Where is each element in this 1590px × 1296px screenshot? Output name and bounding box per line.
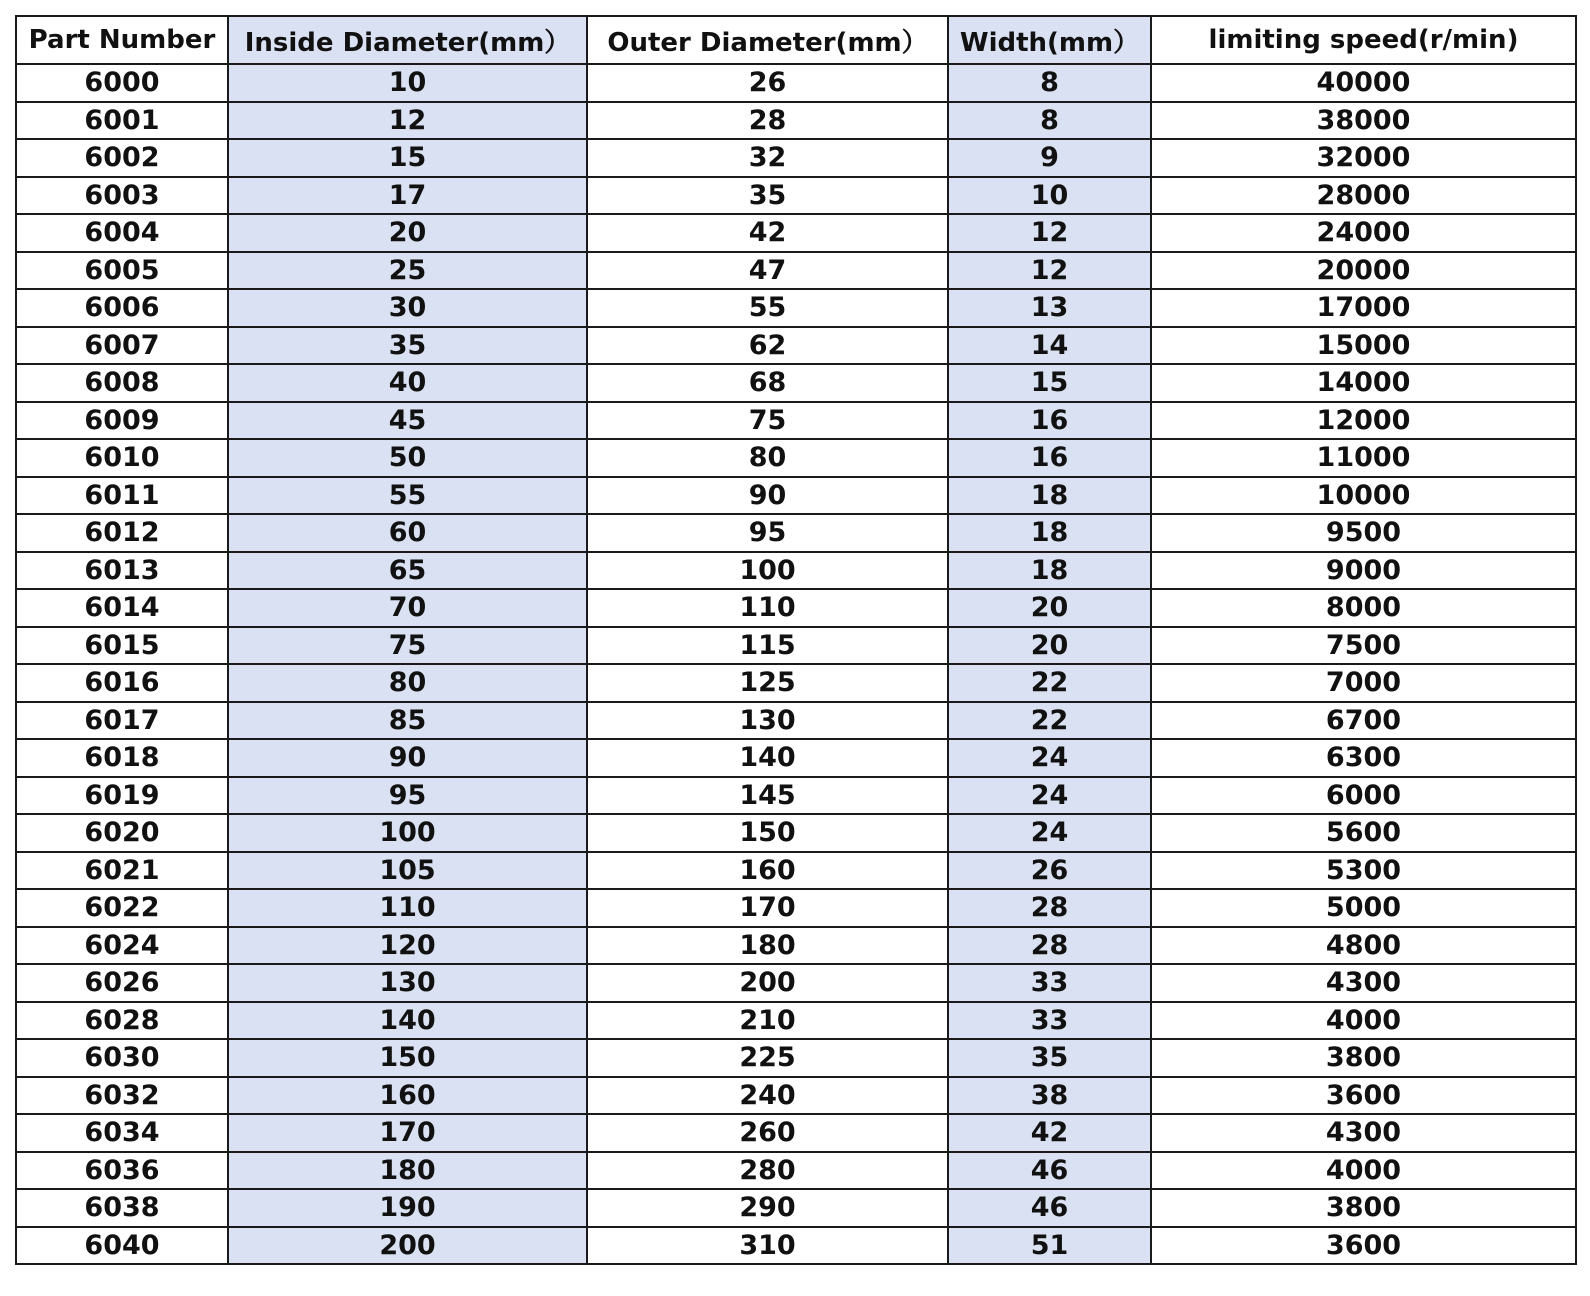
header-row (16, 16, 1576, 64)
cell-limiting-speed: 3600 (1151, 1227, 1576, 1265)
cell-inside-diameter: 190 (228, 1189, 587, 1227)
cell-part-number: 6014 (16, 589, 228, 627)
cell-width: 22 (948, 664, 1151, 702)
cell-part-number: 6022 (16, 889, 228, 927)
cell-part-number: 6026 (16, 964, 228, 1002)
cell-inside-diameter: 120 (228, 927, 587, 965)
cell-inside-diameter: 15 (228, 139, 587, 177)
cell-limiting-speed: 24000 (1151, 214, 1576, 252)
cell-part-number: 6020 (16, 814, 228, 852)
cell-inside-diameter: 85 (228, 702, 587, 740)
cell-inside-diameter: 10 (228, 64, 587, 102)
header-inside-diameter: Inside Diameter(mm） (228, 16, 587, 64)
cell-part-number: 6012 (16, 514, 228, 552)
cell-outer-diameter: 75 (587, 402, 948, 440)
cell-part-number: 6000 (16, 64, 228, 102)
cell-outer-diameter: 130 (587, 702, 948, 740)
bearing-spec-table (15, 15, 1577, 1265)
cell-inside-diameter: 40 (228, 364, 587, 402)
cell-width: 51 (948, 1227, 1151, 1265)
cell-inside-diameter: 170 (228, 1114, 587, 1152)
cell-limiting-speed: 9000 (1151, 552, 1576, 590)
cell-limiting-speed: 4000 (1151, 1152, 1576, 1190)
cell-part-number: 6013 (16, 552, 228, 590)
cell-width: 18 (948, 477, 1151, 515)
table-row (16, 214, 1576, 252)
cell-outer-diameter: 42 (587, 214, 948, 252)
cell-width: 20 (948, 627, 1151, 665)
cell-width: 28 (948, 927, 1151, 965)
cell-outer-diameter: 110 (587, 589, 948, 627)
cell-inside-diameter: 30 (228, 289, 587, 327)
cell-outer-diameter: 240 (587, 1077, 948, 1115)
cell-part-number: 6005 (16, 252, 228, 290)
header-width: Width(mm） (948, 16, 1151, 64)
cell-inside-diameter: 105 (228, 852, 587, 890)
cell-width: 35 (948, 1039, 1151, 1077)
cell-outer-diameter: 62 (587, 327, 948, 365)
table-body (16, 64, 1576, 1264)
cell-inside-diameter: 180 (228, 1152, 587, 1190)
cell-outer-diameter: 125 (587, 664, 948, 702)
cell-part-number: 6002 (16, 139, 228, 177)
table-row (16, 402, 1576, 440)
cell-limiting-speed: 15000 (1151, 327, 1576, 365)
cell-part-number: 6004 (16, 214, 228, 252)
cell-outer-diameter: 90 (587, 477, 948, 515)
cell-limiting-speed: 32000 (1151, 139, 1576, 177)
table-row (16, 552, 1576, 590)
table-row (16, 439, 1576, 477)
cell-inside-diameter: 65 (228, 552, 587, 590)
cell-width: 22 (948, 702, 1151, 740)
cell-width: 24 (948, 739, 1151, 777)
cell-inside-diameter: 12 (228, 102, 587, 140)
cell-width: 14 (948, 327, 1151, 365)
cell-inside-diameter: 160 (228, 1077, 587, 1115)
header-part-number: Part Number (16, 16, 228, 64)
cell-limiting-speed: 10000 (1151, 477, 1576, 515)
cell-inside-diameter: 60 (228, 514, 587, 552)
table-row (16, 364, 1576, 402)
cell-outer-diameter: 47 (587, 252, 948, 290)
cell-width: 42 (948, 1114, 1151, 1152)
cell-width: 8 (948, 102, 1151, 140)
table-row (16, 739, 1576, 777)
cell-inside-diameter: 130 (228, 964, 587, 1002)
table-row (16, 1189, 1576, 1227)
table-row (16, 514, 1576, 552)
cell-limiting-speed: 7000 (1151, 664, 1576, 702)
cell-inside-diameter: 90 (228, 739, 587, 777)
cell-limiting-speed: 17000 (1151, 289, 1576, 327)
cell-part-number: 6036 (16, 1152, 228, 1190)
cell-outer-diameter: 35 (587, 177, 948, 215)
table-row (16, 177, 1576, 215)
cell-outer-diameter: 140 (587, 739, 948, 777)
cell-width: 9 (948, 139, 1151, 177)
cell-outer-diameter: 95 (587, 514, 948, 552)
cell-width: 13 (948, 289, 1151, 327)
cell-limiting-speed: 5600 (1151, 814, 1576, 852)
cell-inside-diameter: 140 (228, 1002, 587, 1040)
cell-limiting-speed: 11000 (1151, 439, 1576, 477)
cell-part-number: 6018 (16, 739, 228, 777)
cell-limiting-speed: 7500 (1151, 627, 1576, 665)
cell-part-number: 6040 (16, 1227, 228, 1265)
table-row (16, 139, 1576, 177)
table-row (16, 1114, 1576, 1152)
table-row (16, 702, 1576, 740)
table-row (16, 814, 1576, 852)
cell-width: 38 (948, 1077, 1151, 1115)
cell-limiting-speed: 6700 (1151, 702, 1576, 740)
table-row (16, 1002, 1576, 1040)
table-row (16, 1039, 1576, 1077)
cell-width: 46 (948, 1189, 1151, 1227)
header-outer-diameter: Outer Diameter(mm） (587, 16, 948, 64)
cell-limiting-speed: 4300 (1151, 964, 1576, 1002)
cell-outer-diameter: 225 (587, 1039, 948, 1077)
cell-part-number: 6011 (16, 477, 228, 515)
cell-inside-diameter: 200 (228, 1227, 587, 1265)
cell-width: 20 (948, 589, 1151, 627)
table-row (16, 964, 1576, 1002)
cell-inside-diameter: 20 (228, 214, 587, 252)
cell-width: 12 (948, 214, 1151, 252)
cell-limiting-speed: 40000 (1151, 64, 1576, 102)
table-row (16, 889, 1576, 927)
cell-width: 46 (948, 1152, 1151, 1190)
cell-width: 12 (948, 252, 1151, 290)
cell-outer-diameter: 55 (587, 289, 948, 327)
table-row (16, 252, 1576, 290)
cell-limiting-speed: 38000 (1151, 102, 1576, 140)
cell-part-number: 6003 (16, 177, 228, 215)
cell-outer-diameter: 210 (587, 1002, 948, 1040)
cell-inside-diameter: 95 (228, 777, 587, 815)
cell-width: 18 (948, 514, 1151, 552)
cell-width: 33 (948, 1002, 1151, 1040)
cell-outer-diameter: 200 (587, 964, 948, 1002)
cell-part-number: 6030 (16, 1039, 228, 1077)
cell-width: 24 (948, 814, 1151, 852)
cell-part-number: 6028 (16, 1002, 228, 1040)
table-row (16, 852, 1576, 890)
cell-outer-diameter: 160 (587, 852, 948, 890)
cell-part-number: 6001 (16, 102, 228, 140)
cell-outer-diameter: 310 (587, 1227, 948, 1265)
cell-width: 8 (948, 64, 1151, 102)
cell-part-number: 6017 (16, 702, 228, 740)
cell-limiting-speed: 5000 (1151, 889, 1576, 927)
cell-limiting-speed: 6000 (1151, 777, 1576, 815)
cell-part-number: 6032 (16, 1077, 228, 1115)
table-row (16, 327, 1576, 365)
cell-inside-diameter: 100 (228, 814, 587, 852)
cell-limiting-speed: 8000 (1151, 589, 1576, 627)
cell-limiting-speed: 12000 (1151, 402, 1576, 440)
cell-outer-diameter: 180 (587, 927, 948, 965)
table-row (16, 477, 1576, 515)
cell-inside-diameter: 110 (228, 889, 587, 927)
cell-outer-diameter: 115 (587, 627, 948, 665)
cell-outer-diameter: 290 (587, 1189, 948, 1227)
cell-part-number: 6016 (16, 664, 228, 702)
cell-limiting-speed: 4800 (1151, 927, 1576, 965)
table-row (16, 289, 1576, 327)
cell-inside-diameter: 25 (228, 252, 587, 290)
cell-limiting-speed: 4000 (1151, 1002, 1576, 1040)
cell-part-number: 6008 (16, 364, 228, 402)
cell-inside-diameter: 35 (228, 327, 587, 365)
cell-limiting-speed: 4300 (1151, 1114, 1576, 1152)
cell-inside-diameter: 45 (228, 402, 587, 440)
cell-width: 28 (948, 889, 1151, 927)
cell-width: 16 (948, 439, 1151, 477)
cell-width: 26 (948, 852, 1151, 890)
cell-inside-diameter: 150 (228, 1039, 587, 1077)
header-limiting-speed: limiting speed(r/min) (1151, 16, 1576, 64)
cell-outer-diameter: 145 (587, 777, 948, 815)
table-row (16, 64, 1576, 102)
cell-limiting-speed: 3600 (1151, 1077, 1576, 1115)
cell-width: 33 (948, 964, 1151, 1002)
cell-part-number: 6015 (16, 627, 228, 665)
cell-part-number: 6019 (16, 777, 228, 815)
cell-inside-diameter: 75 (228, 627, 587, 665)
table-row (16, 1077, 1576, 1115)
cell-width: 24 (948, 777, 1151, 815)
cell-inside-diameter: 70 (228, 589, 587, 627)
cell-width: 16 (948, 402, 1151, 440)
table-row (16, 1152, 1576, 1190)
table-row (16, 927, 1576, 965)
cell-part-number: 6034 (16, 1114, 228, 1152)
cell-outer-diameter: 28 (587, 102, 948, 140)
cell-limiting-speed: 9500 (1151, 514, 1576, 552)
cell-part-number: 6010 (16, 439, 228, 477)
cell-limiting-speed: 6300 (1151, 739, 1576, 777)
cell-outer-diameter: 68 (587, 364, 948, 402)
cell-inside-diameter: 55 (228, 477, 587, 515)
cell-outer-diameter: 100 (587, 552, 948, 590)
cell-outer-diameter: 260 (587, 1114, 948, 1152)
cell-outer-diameter: 150 (587, 814, 948, 852)
cell-limiting-speed: 28000 (1151, 177, 1576, 215)
cell-inside-diameter: 80 (228, 664, 587, 702)
cell-limiting-speed: 20000 (1151, 252, 1576, 290)
cell-width: 10 (948, 177, 1151, 215)
table-row (16, 664, 1576, 702)
cell-outer-diameter: 280 (587, 1152, 948, 1190)
table-row (16, 627, 1576, 665)
cell-width: 18 (948, 552, 1151, 590)
table-row (16, 102, 1576, 140)
cell-inside-diameter: 17 (228, 177, 587, 215)
cell-limiting-speed: 3800 (1151, 1039, 1576, 1077)
cell-outer-diameter: 26 (587, 64, 948, 102)
table-row (16, 589, 1576, 627)
cell-limiting-speed: 5300 (1151, 852, 1576, 890)
cell-part-number: 6009 (16, 402, 228, 440)
cell-limiting-speed: 14000 (1151, 364, 1576, 402)
cell-part-number: 6021 (16, 852, 228, 890)
cell-part-number: 6038 (16, 1189, 228, 1227)
cell-part-number: 6007 (16, 327, 228, 365)
cell-outer-diameter: 170 (587, 889, 948, 927)
cell-part-number: 6024 (16, 927, 228, 965)
table-row (16, 1227, 1576, 1265)
cell-outer-diameter: 32 (587, 139, 948, 177)
cell-limiting-speed: 3800 (1151, 1189, 1576, 1227)
cell-outer-diameter: 80 (587, 439, 948, 477)
cell-width: 15 (948, 364, 1151, 402)
cell-part-number: 6006 (16, 289, 228, 327)
table-row (16, 777, 1576, 815)
cell-inside-diameter: 50 (228, 439, 587, 477)
